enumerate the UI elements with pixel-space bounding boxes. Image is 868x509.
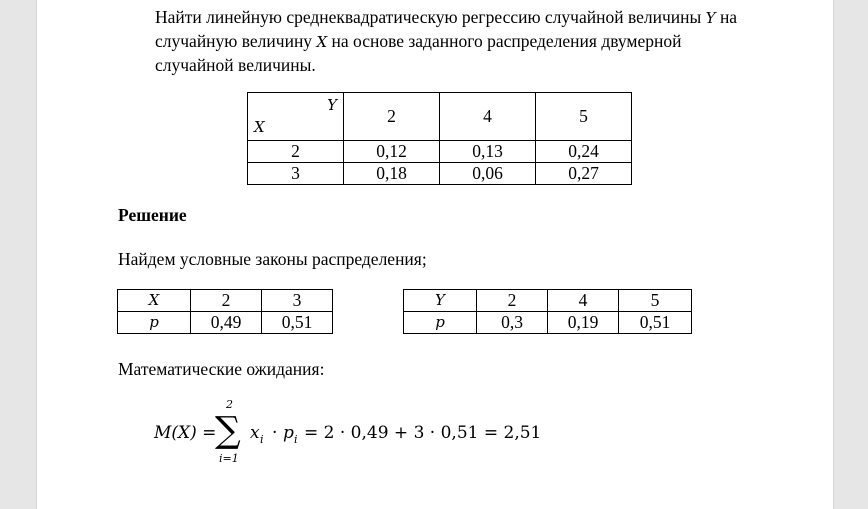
conditional-laws-text: Найдем условные законы распределения; bbox=[118, 249, 427, 269]
table-row bbox=[404, 290, 692, 312]
term-x-subscript: i bbox=[260, 433, 264, 446]
marginal-y-table bbox=[403, 289, 692, 334]
table-row bbox=[118, 312, 333, 334]
table-cell: 4 bbox=[548, 290, 619, 312]
formula-rhs: = 2 · 0,49 + 3 · 0,51 = 2,51 bbox=[304, 423, 542, 443]
column-header: 5 bbox=[536, 93, 632, 141]
table-header-row bbox=[248, 93, 632, 141]
solution-heading: Решение bbox=[118, 205, 187, 225]
expectation-formula bbox=[118, 396, 618, 466]
marginal-x-table bbox=[117, 289, 333, 334]
table-cell: 0,18 bbox=[344, 163, 440, 185]
table-cell: 0,3 bbox=[477, 312, 548, 334]
table-cell: 0,49 bbox=[191, 312, 262, 334]
sum-lower-limit: i=1 bbox=[219, 452, 239, 465]
expectation-heading: Математические ожидания: bbox=[118, 359, 325, 379]
table-cell: 0,19 bbox=[548, 312, 619, 334]
problem-statement bbox=[155, 6, 777, 77]
corner-x-label: X bbox=[254, 118, 265, 136]
table-cell: 5 bbox=[619, 290, 692, 312]
table-row bbox=[404, 312, 692, 334]
table-cell: 0,27 bbox=[536, 163, 632, 185]
row-header: X bbox=[118, 290, 191, 312]
row-header: p bbox=[118, 312, 191, 334]
table-row bbox=[118, 290, 333, 312]
var-y: Y bbox=[705, 9, 716, 27]
row-header: p bbox=[404, 312, 477, 334]
formula-lhs: M(X) = bbox=[154, 423, 217, 443]
table-cell: 2 bbox=[477, 290, 548, 312]
table-cell: 0,51 bbox=[619, 312, 692, 334]
joint-distribution-table bbox=[247, 92, 632, 185]
column-header: 2 bbox=[344, 93, 440, 141]
problem-line-3: случайной величины. bbox=[155, 55, 316, 75]
table-cell: 0,12 bbox=[344, 141, 440, 163]
row-header: 3 bbox=[248, 163, 344, 185]
var-x: X bbox=[316, 33, 328, 51]
term-p-subscript: i bbox=[294, 433, 298, 446]
row-header: 2 bbox=[248, 141, 344, 163]
term-x: x bbox=[250, 423, 260, 443]
table-cell: 0,06 bbox=[440, 163, 536, 185]
problem-line-2: случайную величину X на основе заданного распределения двумерной bbox=[155, 31, 682, 51]
table-row bbox=[248, 141, 632, 163]
column-header: 4 bbox=[440, 93, 536, 141]
table-cell: 0,24 bbox=[536, 141, 632, 163]
corner-y-label: Y bbox=[327, 96, 337, 114]
table-cell: 3 bbox=[262, 290, 333, 312]
table-cell: 0,51 bbox=[262, 312, 333, 334]
table-cell: 2 bbox=[191, 290, 262, 312]
corner-cell bbox=[248, 93, 344, 141]
sum-upper-limit: 2 bbox=[226, 398, 233, 411]
dot-operator: · bbox=[272, 423, 278, 443]
sigma-symbol: ∑ bbox=[215, 410, 241, 451]
row-header: Y bbox=[404, 290, 477, 312]
table-row bbox=[248, 163, 632, 185]
problem-line-1: Найти линейную среднеквадратическую регрессию случайной величины Y на bbox=[155, 7, 738, 27]
term-p: p bbox=[283, 423, 294, 443]
table-cell: 0,13 bbox=[440, 141, 536, 163]
